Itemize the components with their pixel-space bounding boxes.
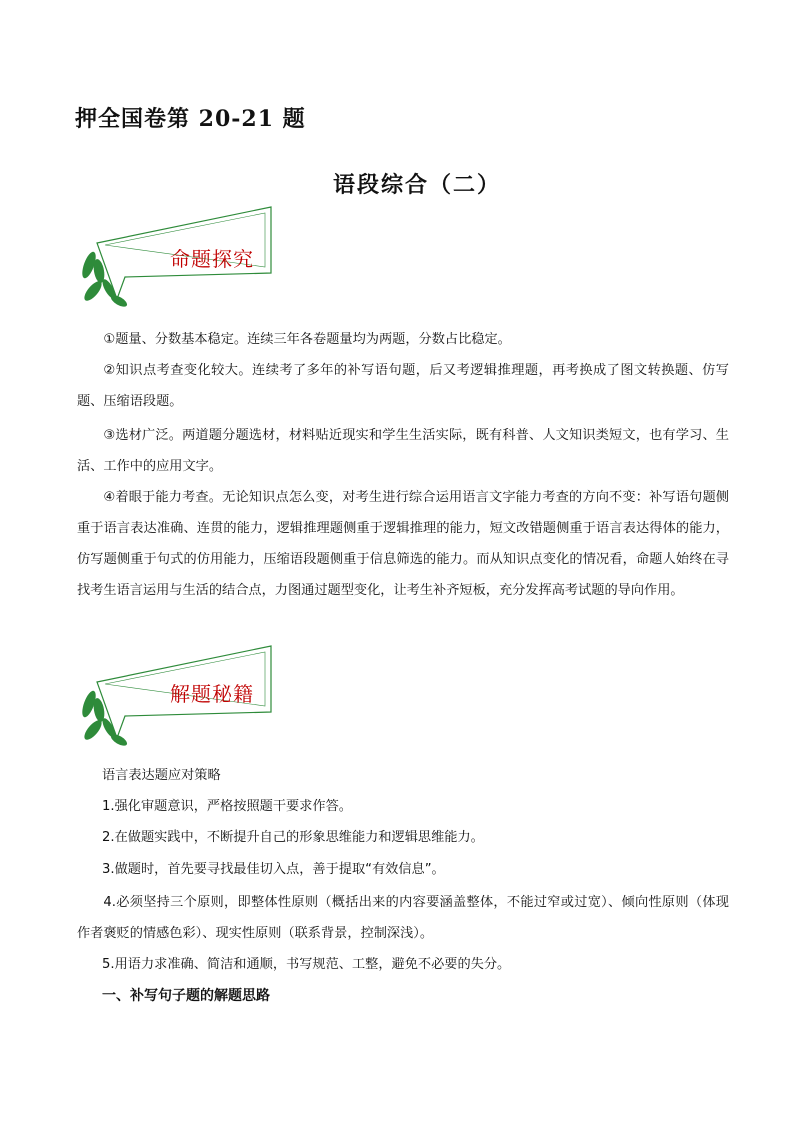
paragraph-2: ②知识点考查变化较大。连续考了多年的补写语句题，后又考逻辑推理题，再考换成了图文转换题、仿写题、压缩语段题。 (77, 363, 729, 409)
strategy-item-4: 4.必须坚持三个原则，即整体性原则（概括出来的内容要涵盖整体，不能过窄或过宽）、倾向性原则（体现作者褒贬的情感色彩）、现实性原则（联系背景，控制深浅）。 (77, 895, 729, 941)
banner-label: 解题秘籍 (170, 682, 254, 706)
paragraph-1: ①题量、分数基本稳定。连续三年各卷题量均为两题，分数占比稳定。 (103, 332, 511, 347)
strategy-item-1: 1.强化审题意识，严格按照题干要求作答。 (102, 799, 352, 814)
strategy-intro: 语言表达题应对策略 (102, 768, 221, 783)
paragraph-3: ③选材广泛。两道题分题选材，材料贴近现实和学生生活实际，既有科普、人文知识类短文，也有学习、生活、工作中的应用文字。 (77, 428, 729, 474)
banner-solution-tips (75, 644, 285, 754)
page-header: 押全国卷第 20-21 题 (75, 106, 306, 132)
strategy-item-2: 2.在做题实践中，不断提升自己的形象思维能力和逻辑思维能力。 (102, 830, 484, 845)
strategy-item-5: 5.用语力求准确、简洁和通顺，书写规范、工整，避免不必要的失分。 (102, 957, 511, 972)
strategy-item-3: 3.做题时，首先要寻找最佳切入点，善于提取“有效信息”。 (102, 862, 445, 877)
banner-label: 命题探究 (170, 247, 254, 271)
subheading: 一、补写句子题的解题思路 (102, 988, 270, 1004)
banner-proposition (75, 205, 285, 315)
paragraph-4: ④着眼于能力考查。无论知识点怎么变，对考生进行综合运用语言文字能力考查的方向不变：补写语句题侧重于语言表达准确、连贯的能力，逻辑推理题侧重于逻辑推理的能力，短文改错题侧重于语言表达得体的能力，仿写题侧重于句式的仿用能力，压缩语段题侧重于信息筛选的能力。而从知识点变化的情况看，命题人始终在寻找考生语言运用与生活的结合点，力图通过题型变化，让考生补齐短板，充分发挥高考试题的导向作用。 (77, 490, 729, 598)
page-title: 语段综合（二） (332, 172, 501, 198)
